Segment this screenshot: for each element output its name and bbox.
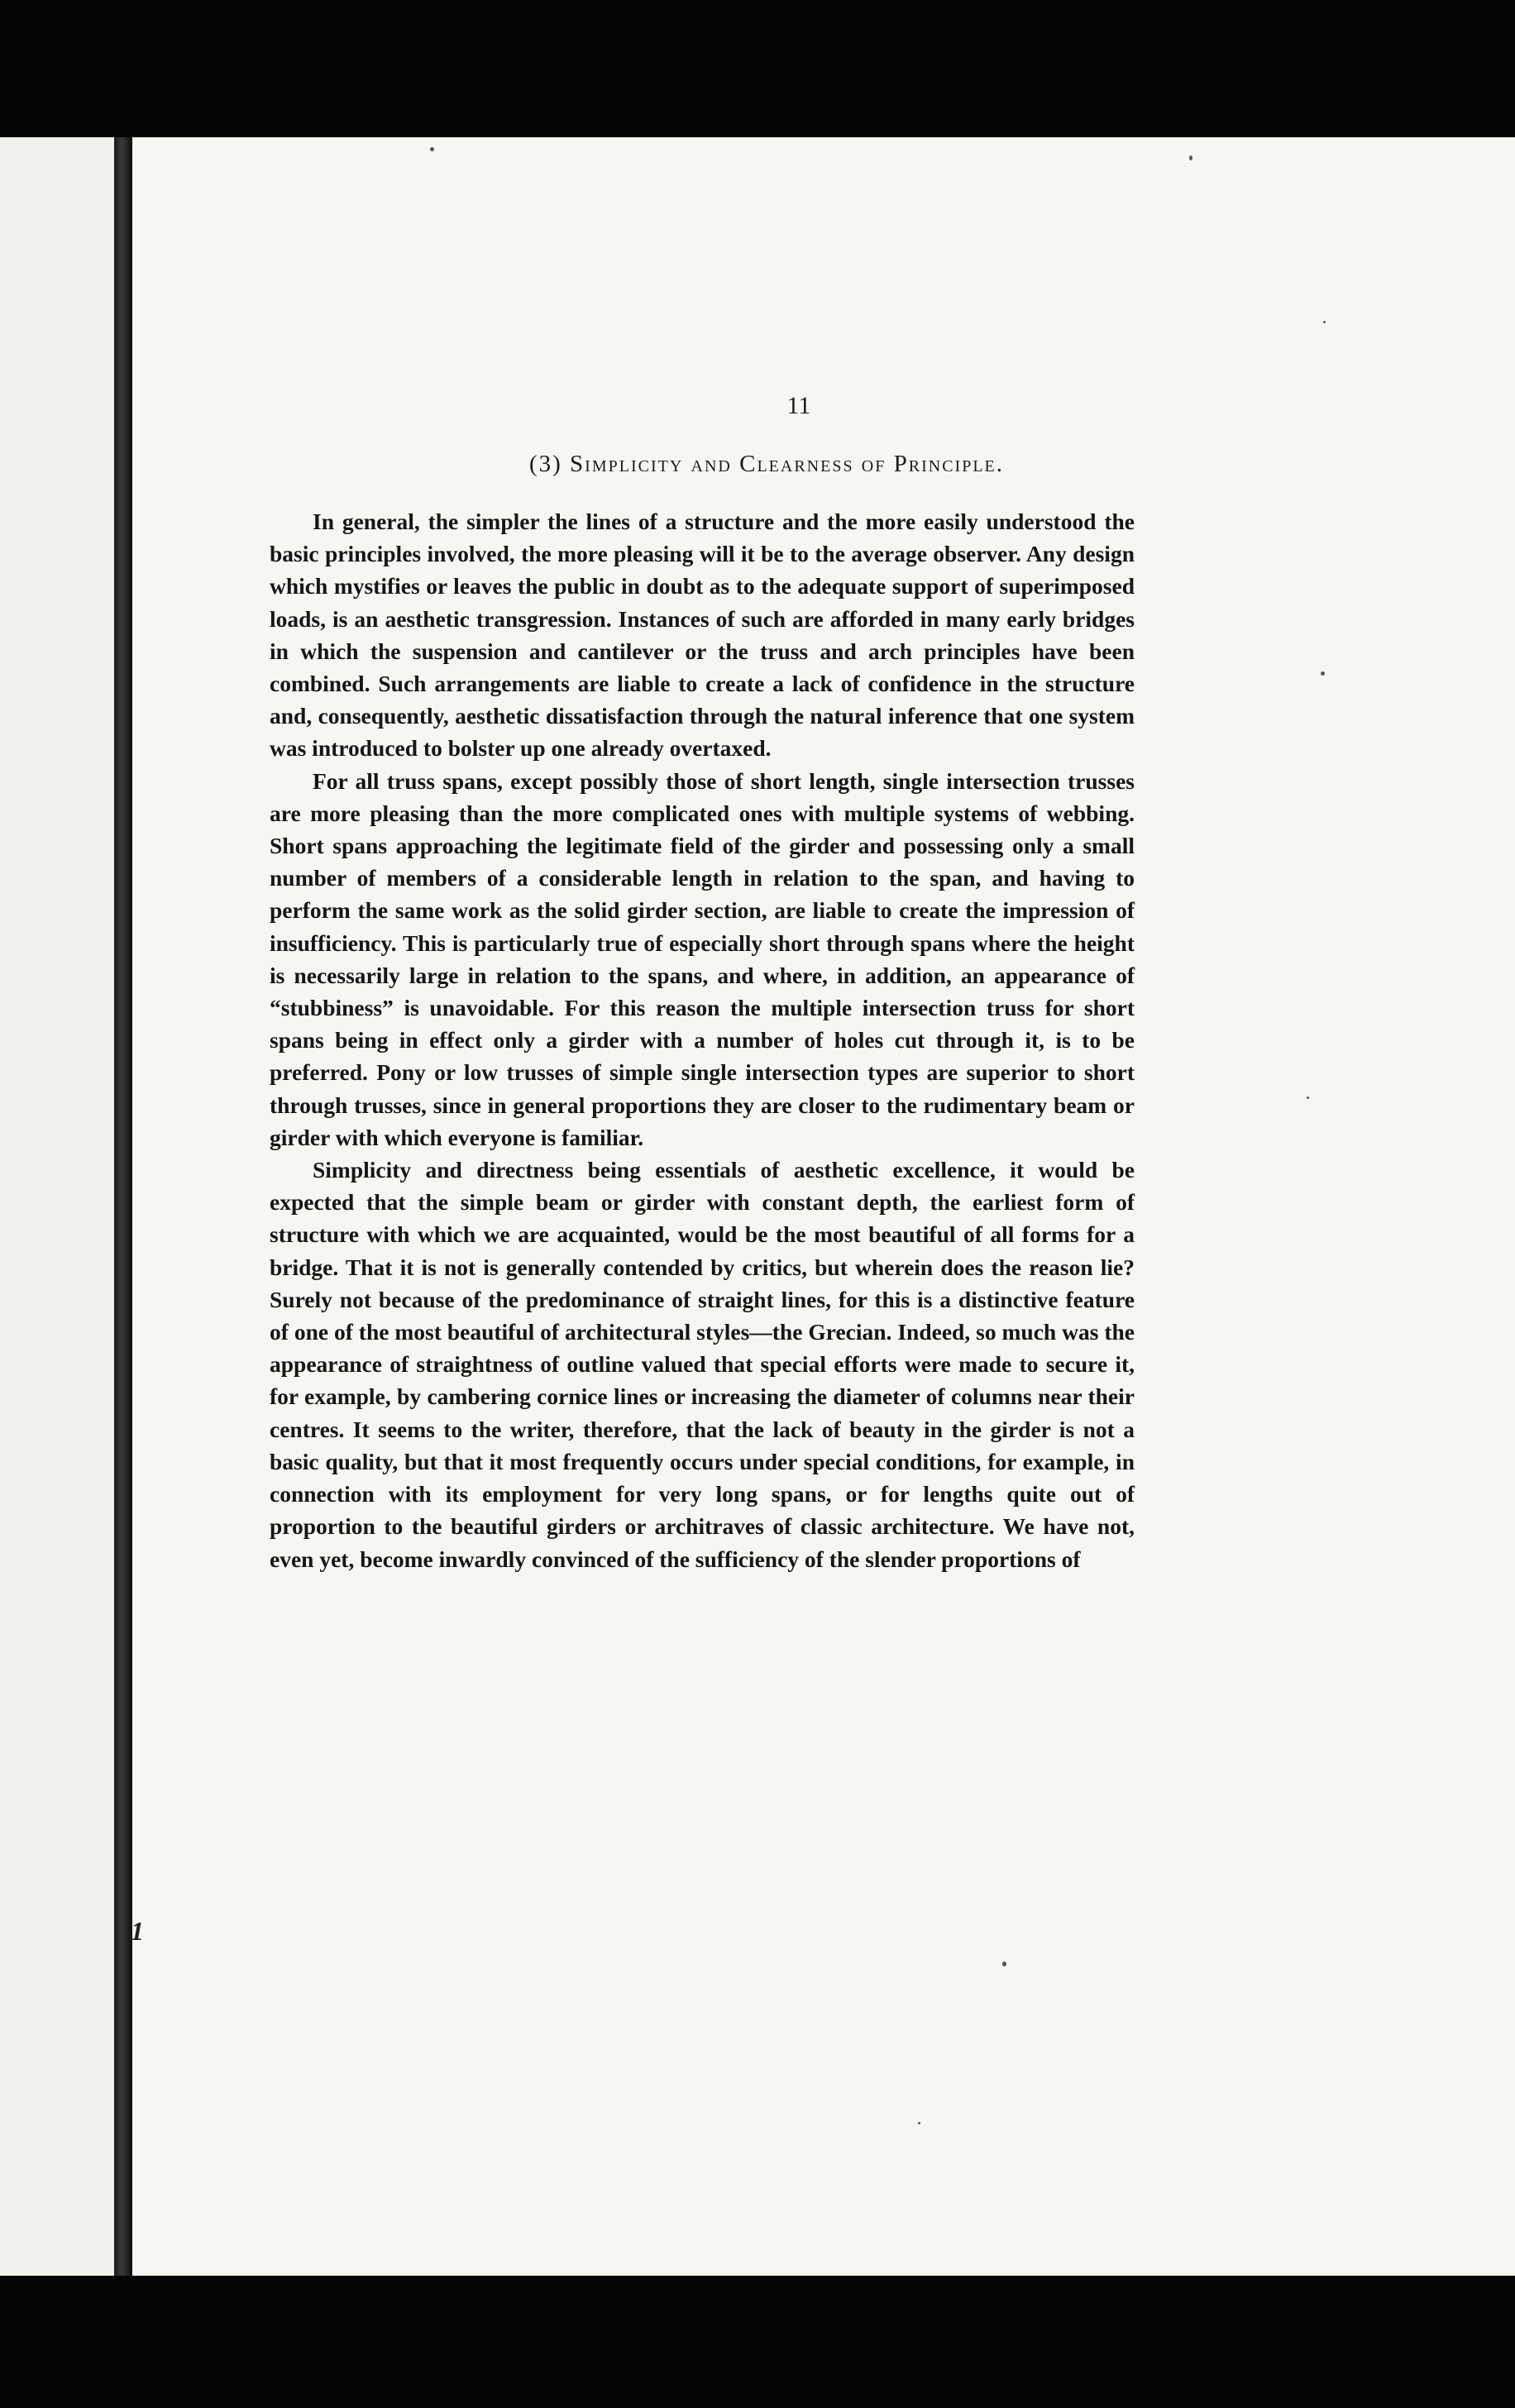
scan-speck — [1323, 321, 1326, 323]
paragraph: Simplicity and directness being essentials of aesthetic excellence, it would be expected that the simple beam or girder with constant depth, the earliest form of structure with which we are acquainted, would be the most beautiful of all forms for a bridge. That it is not is generally contended by critics, but wherein does the reason lie? Surely not because of the predominance of straight lines, for this is a distinctive feature of one of the most beautiful of architectural styles—the Grecian. Indeed, so much was the appearance of straightness of outline valued that special efforts were made to secure it, for example, by cambering cornice lines or increasing the diameter of columns near their centres. It seems to the writer, therefore, that the lack of beauty in the girder is not a basic quality, but that it most frequently occurs under special conditions, for example, in connection with its employment for very long spans, or for lengths quite out of proportion to the beautiful girders or architraves of classic architecture. We have not, even yet, become inwardly convinced of the sufficiency of the slender proportions of — [270, 1157, 1135, 1572]
scan-speck — [1321, 671, 1325, 676]
scan-top-border — [0, 0, 1515, 137]
paragraph: In general, the simpler the lines of a structure and the more easily understood the basic principles involved, the more pleasing will it be to the average observer. Any design which mystifies or leaves the public in doubt as to the adequate support of superimposed loads, is an aesthetic transgression. Instances of such are afforded in many early bridges in which the suspension and cantilever or the truss and arch principles have been combined. Such arrangements are liable to create a lack of confidence in the structure and, consequently, aesthetic dissatisfaction through the natural inference that one system was introduced to bolster up one already overtaxed. — [270, 509, 1135, 762]
scan-speck — [918, 2122, 920, 2124]
page-number: 11 — [786, 392, 811, 419]
body-text — [270, 505, 1135, 1575]
margin-mark: 1 — [131, 1916, 144, 1946]
scan-speck — [1002, 1961, 1006, 1966]
paragraph: For all truss spans, except possibly those of short length, single intersection trusses are more pleasing than the more complicated ones with multiple systems of webbing. Short spans approaching the legitimate field of the girder and possessing only a small number of members of a considerable length in relation to the span, and having to perform the same work as the solid girder section, are liable to create the impression of insufficiency. This is particularly true of especially short through spans where the height is necessarily large in relation to the spans, and where, in addition, an appearance of “stubbiness” is unavoidable. For this reason the multiple intersection truss for short spans being in effect only a girder with a number of holes cut through it, is to be preferred. Pony or low trusses of simple single intersection types are superior to short through trusses, since in general proportions they are closer to the rudimentary beam or girder with which everyone is familiar. — [270, 767, 1135, 1150]
book-page — [132, 137, 1515, 2276]
scan-speck — [430, 147, 434, 151]
book-spine — [114, 137, 132, 2276]
scan-left-margin — [0, 137, 114, 2276]
scan-bottom-border — [0, 2276, 1515, 2408]
scan-speck — [1189, 155, 1192, 160]
section-heading: (3) Simplicity and Clearness of Principle. — [528, 451, 1005, 477]
scan-speck — [1307, 1096, 1309, 1099]
